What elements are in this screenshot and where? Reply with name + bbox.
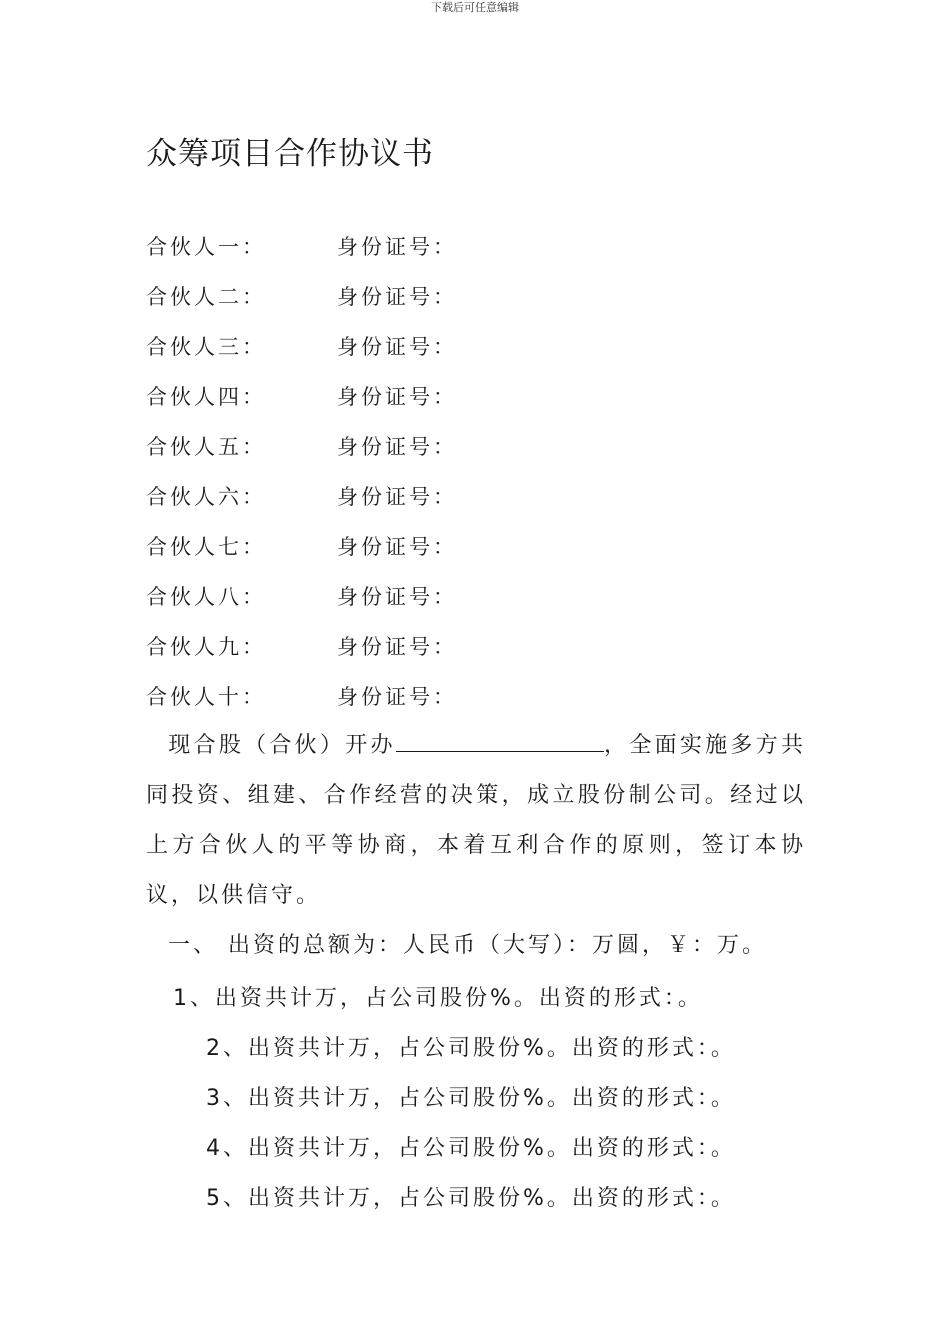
section-heading-capital: 一、 出资的总额为：人民币（大写）：万圆，￥：万。 — [168, 933, 767, 958]
partner-label: 合伙人七： — [146, 535, 266, 559]
contribution-item: 1、出资共计万，占公司股份%。出资的形式：。 — [173, 986, 703, 1011]
partner-label: 合伙人一： — [146, 235, 266, 259]
document-title: 众筹项目合作协议书 — [146, 136, 434, 172]
partner-label: 合伙人十： — [146, 685, 266, 709]
partner-label: 合伙人五： — [146, 435, 266, 459]
id-number-label: 身份证号： — [337, 635, 457, 659]
intro-text-start: 现合股（合伙）开办 — [168, 733, 396, 758]
partner-label: 合伙人二： — [146, 285, 266, 309]
company-name-blank[interactable] — [396, 725, 604, 752]
id-number-label: 身份证号： — [337, 685, 457, 709]
id-number-label: 身份证号： — [337, 335, 457, 359]
id-number-label: 身份证号： — [337, 535, 457, 559]
intro-text-end: ，全面实施多方共同投资、组建、合作经营的决策，成立股份制公司。经过以上方合伙人的平等协商，本着互利合作的原则，签订本协议，以供信守。 — [146, 733, 806, 908]
contribution-item: 2、出资共计万，占公司股份%。出资的形式：。 — [206, 1036, 736, 1061]
contribution-item: 5、出资共计万，占公司股份%。出资的形式：。 — [206, 1186, 736, 1211]
intro-paragraph — [146, 721, 806, 921]
id-number-label: 身份证号： — [337, 435, 457, 459]
id-number-label: 身份证号： — [337, 485, 457, 509]
partner-label: 合伙人四： — [146, 385, 266, 409]
partner-label: 合伙人八： — [146, 585, 266, 609]
contribution-item: 4、出资共计万，占公司股份%。出资的形式：。 — [206, 1136, 736, 1161]
id-number-label: 身份证号： — [337, 285, 457, 309]
header-note: 下载后可任意编辑 — [431, 1, 519, 14]
partner-label: 合伙人三： — [146, 335, 266, 359]
id-number-label: 身份证号： — [337, 385, 457, 409]
id-number-label: 身份证号： — [337, 585, 457, 609]
partner-label: 合伙人九： — [146, 635, 266, 659]
contribution-item: 3、出资共计万，占公司股份%。出资的形式：。 — [206, 1086, 736, 1111]
partner-label: 合伙人六： — [146, 485, 266, 509]
id-number-label: 身份证号： — [337, 235, 457, 259]
